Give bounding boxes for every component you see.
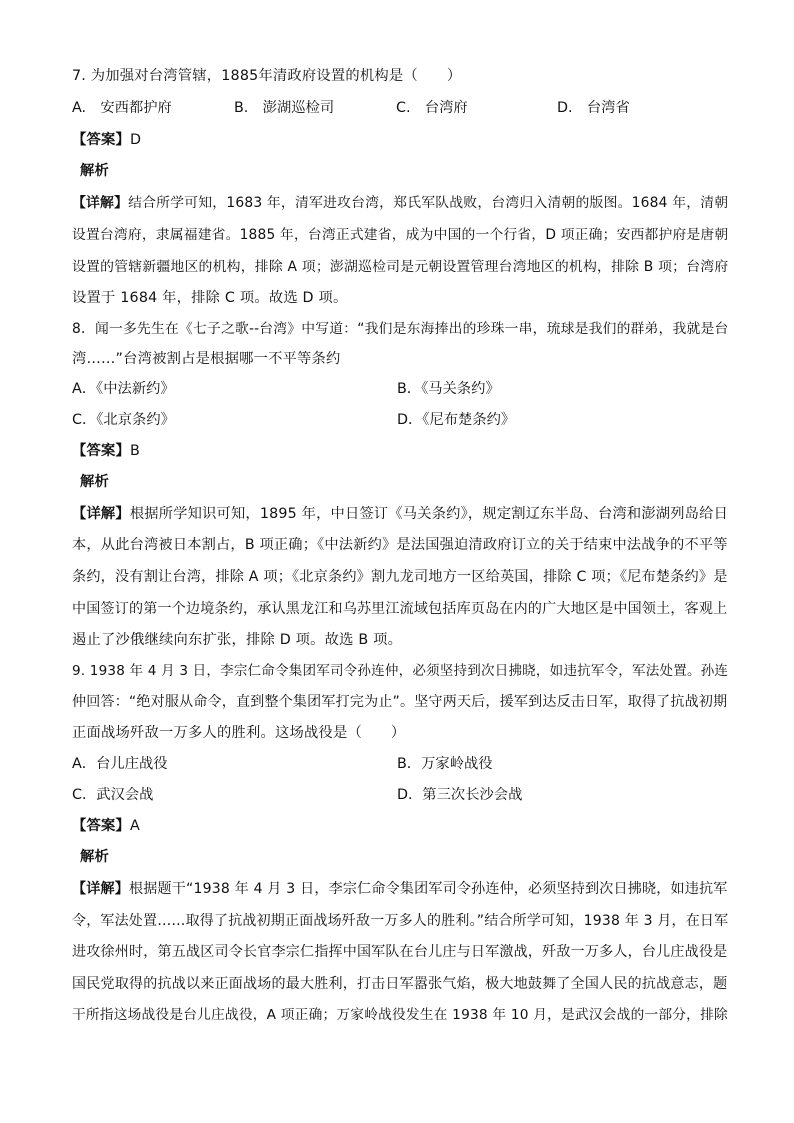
q8-analysis-label: 解析 bbox=[80, 474, 109, 490]
q9-option-d: D．第三次长沙会战 bbox=[397, 787, 523, 803]
q8-option-c: C．《北京条约》 bbox=[72, 412, 175, 428]
q9-analysis-label: 解析 bbox=[80, 849, 109, 865]
q9-detail-label: 【详解】 bbox=[72, 881, 129, 897]
q7-answer-value: D bbox=[130, 132, 142, 148]
q7-detail-line-2: 设置台湾府，隶属福建省。1885 年，台湾正式建省，成为中国的一个行省，D 项正确；安西都护府是唐朝 bbox=[72, 227, 729, 243]
q8-answer bbox=[72, 441, 140, 461]
q8-answer-label: 【答案】 bbox=[72, 443, 130, 459]
q8-detail-line-5: 遏止了沙俄继续向东扩张，排除 D 项。故选 B 项。 bbox=[72, 632, 403, 648]
q7-analysis-label: 解析 bbox=[80, 163, 109, 179]
q7-option-d: D. 台湾省 bbox=[557, 100, 630, 116]
q9-option-a: A．台儿庄战役 bbox=[72, 756, 168, 772]
q9-stem-line-1: 9. 1938 年 4 月 3 日，李宗仁命令集团军司令孙连仲，必须坚持到次日拂晓，如违抗军令，军法处置。孙连 bbox=[72, 663, 729, 679]
q9-detail-line-4: 国民党取得的抗战以来正面战场的最大胜利，打击日军嚣张气焰，极大地鼓舞了全国人民的抗战意志，题 bbox=[72, 976, 728, 992]
q9-option-b: B．万家岭战役 bbox=[397, 756, 493, 772]
q7-detail-line-3: 设置的管辖新疆地区的机构，排除 A 项；澎湖巡检司是元朝设置管理台湾地区的机构，排除 B 项；台湾府 bbox=[72, 259, 729, 275]
q8-detail-line-1: 【详解】根据所学知识可知，1895 年，中日签订《马关条约》，规定割辽东半岛、台湾和澎湖列岛给日 bbox=[72, 506, 729, 522]
q9-option-c: C．武汉会战 bbox=[72, 787, 154, 803]
q8-detail-line-4: 中国签订的第一个边境条约，承认黑龙江和乌苏里江流域包括库页岛在内的广大地区是中国领土，客观上 bbox=[72, 601, 728, 617]
q8-option-a: A．《中法新约》 bbox=[72, 381, 175, 397]
q7-answer-label: 【答案】 bbox=[72, 132, 130, 148]
q8-stem-line-1: 8．闻一多先生在《七子之歌--台湾》中写道：“我们是东海捧出的珍珠一串，琉球是我们的群弟，我就是台 bbox=[72, 321, 729, 337]
q7-option-c: C. 台湾府 bbox=[396, 100, 468, 116]
q7-option-a: A. 安西都护府 bbox=[72, 100, 172, 116]
q8-detail-line-3: 条约，没有割让台湾，排除 A 项；《北京条约》割九龙司地方一区给英国，排除 C 项；《尼布楚条约》是 bbox=[72, 569, 728, 585]
q8-answer-value: B bbox=[130, 443, 141, 459]
q9-answer-label: 【答案】 bbox=[72, 818, 130, 834]
q9-answer bbox=[72, 816, 140, 836]
q8-detail-line-2: 本，从此台湾被日本割占，B 项正确；《中法新约》是法国强迫清政府订立的关于结束中法战争的不平等 bbox=[72, 537, 728, 553]
q7-answer bbox=[72, 130, 141, 150]
q9-answer-value: A bbox=[130, 818, 140, 834]
q8-stem-line-2: 湾……”台湾被割占是根据哪一不平等条约 bbox=[72, 351, 341, 367]
q9-stem-line-3: 正面战场歼敌一万多人的胜利。这场战役是（ ） bbox=[72, 725, 406, 741]
q8-option-b: B．《马关条约》 bbox=[397, 381, 500, 397]
q7-detail-line-4: 设置于 1684 年，排除 C 项。故选 D 项。 bbox=[72, 290, 348, 306]
q7-detail-label: 【详解】 bbox=[72, 195, 129, 211]
q7-detail-line-1: 【详解】结合所学可知，1683 年，清军进攻台湾，郑氏军队战败，台湾归入清朝的版图。1684 年，清朝 bbox=[72, 195, 729, 211]
q7-stem: 7. 为加强对台湾管辖，1885年清政府设置的机构是（ ） bbox=[72, 68, 462, 84]
q7-option-b: B. 澎湖巡检司 bbox=[234, 100, 335, 116]
q9-detail-line-2: 令，军法处置……取得了抗战初期正面战场歼敌一万多人的胜利。”结合所学可知，1938 年 3 月，在日军 bbox=[72, 913, 729, 929]
q9-detail-line-1: 【详解】根据题干“1938 年 4 月 3 日，李宗仁命令集团军司令孙连仲，必须坚持到次日拂晓，如违抗军 bbox=[72, 881, 728, 897]
q9-detail-line-5: 干所指这场战役是台儿庄战役，A 项正确；万家岭战役发生在 1938 年 10 月，是武汉会战的一部分，排除 bbox=[72, 1007, 728, 1023]
q9-detail-line-3: 进攻徐州时，第五战区司令长官李宗仁指挥中国军队在台儿庄与日军激战，歼敌一万多人，台儿庄战役是 bbox=[72, 944, 728, 960]
q9-stem-line-2: 仲回答：“绝对服从命令，直到整个集团军打完为止”。坚守两天后，援军到达反击日军，取得了抗战初期 bbox=[72, 694, 728, 710]
q8-detail-label: 【详解】 bbox=[72, 506, 130, 522]
q8-option-d: D．《尼布楚条约》 bbox=[397, 412, 516, 428]
